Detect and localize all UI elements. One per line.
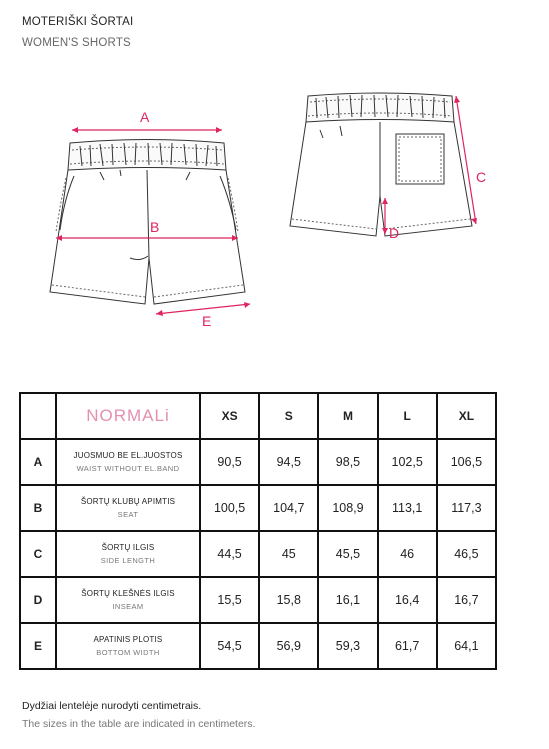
table-row (20, 485, 496, 531)
table-cell: 54,5 (200, 623, 259, 669)
footer-note-lt: Dydžiai lentelėje nurodyti centimetrais. (22, 700, 202, 712)
table-cell: 46 (378, 531, 437, 577)
logo-cell (56, 393, 200, 439)
description-lt: ŠORTŲ KLUBŲ APIMTIS (80, 497, 176, 506)
description-en: INSEAM (112, 602, 144, 611)
size-header: XL (437, 393, 496, 439)
description-lt: APATINIS PLOTIS (93, 635, 163, 644)
table-header-row (20, 393, 496, 439)
table-cell: 15,8 (259, 577, 318, 623)
table-cell: 16,1 (318, 577, 377, 623)
table-row (20, 577, 496, 623)
table-cell: 108,9 (318, 485, 377, 531)
table-cell: 94,5 (259, 439, 318, 485)
row-key: C (20, 531, 56, 577)
row-description (56, 485, 200, 531)
row-key: B (20, 485, 56, 531)
table-cell: 46,5 (437, 531, 496, 577)
page-subtitle: WOMEN'S SHORTS (22, 37, 131, 49)
row-key: A (20, 439, 56, 485)
label-d: D (389, 225, 400, 241)
footer-note-en: The sizes in the table are indicated in centimeters. (22, 718, 256, 730)
front-view-shorts (50, 140, 245, 305)
size-header: S (259, 393, 318, 439)
table-cell: 16,4 (378, 577, 437, 623)
size-header: XS (200, 393, 259, 439)
size-chart-table (19, 392, 497, 670)
label-a: A (140, 109, 150, 125)
table-row (20, 531, 496, 577)
table-cell: 59,3 (318, 623, 377, 669)
description-en: BOTTOM WIDTH (96, 648, 160, 657)
description-en: WAIST WITHOUT EL.BAND (76, 464, 180, 473)
table-cell: 16,7 (437, 577, 496, 623)
description-lt: ŠORTŲ KLEŠNĖS ILGIS (81, 589, 175, 598)
shorts-technical-drawing (0, 60, 549, 350)
description-en: SEAT (117, 510, 139, 519)
table-cell: 98,5 (318, 439, 377, 485)
table-cell: 117,3 (437, 485, 496, 531)
back-view-shorts (290, 93, 472, 236)
table-row (20, 623, 496, 669)
table-cell: 45,5 (318, 531, 377, 577)
table-cell: 64,1 (437, 623, 496, 669)
row-description (56, 531, 200, 577)
table-cell: 90,5 (200, 439, 259, 485)
description-lt: JUOSMUO BE EL.JUOSTOS (73, 451, 183, 460)
table-row (20, 439, 496, 485)
table-cell: 44,5 (200, 531, 259, 577)
table-cell: 56,9 (259, 623, 318, 669)
description-lt: ŠORTŲ ILGIS (101, 543, 155, 552)
table-cell: 61,7 (378, 623, 437, 669)
row-description (56, 577, 200, 623)
size-header: L (378, 393, 437, 439)
page-title: MOTERIŠKI ŠORTAI (22, 16, 134, 28)
row-description (56, 623, 200, 669)
label-e: E (202, 313, 212, 329)
table-cell: 102,5 (378, 439, 437, 485)
table-cell: 100,5 (200, 485, 259, 531)
table-cell: 45 (259, 531, 318, 577)
label-b: B (150, 219, 160, 235)
label-c: C (476, 169, 487, 185)
measurement-lines (56, 96, 477, 316)
row-key: D (20, 577, 56, 623)
row-description (56, 439, 200, 485)
table-cell: 104,7 (259, 485, 318, 531)
brand-logo: NORMALi (86, 406, 170, 425)
description-en: SIDE LENGTH (100, 556, 156, 565)
row-key: E (20, 623, 56, 669)
table-cell: 15,5 (200, 577, 259, 623)
table-cell: 106,5 (437, 439, 496, 485)
size-header: M (318, 393, 377, 439)
table-cell: 113,1 (378, 485, 437, 531)
header-blank-cell (20, 393, 56, 439)
